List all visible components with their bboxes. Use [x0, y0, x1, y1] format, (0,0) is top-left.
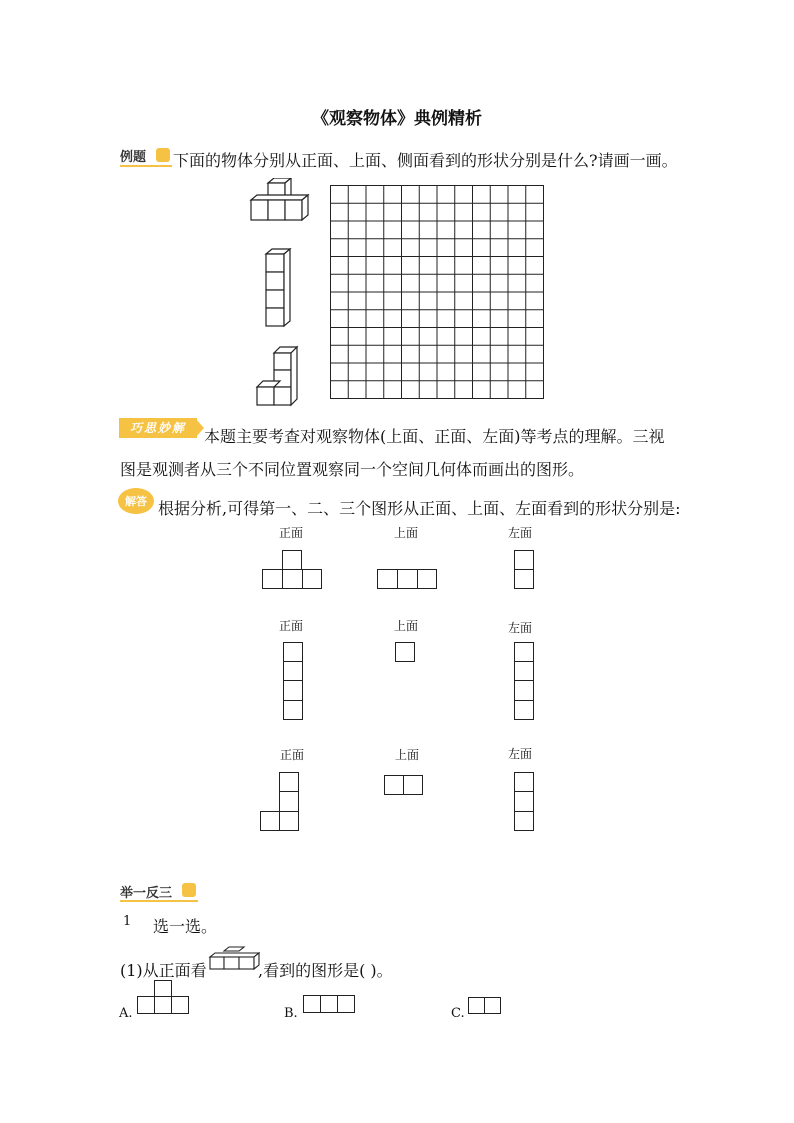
- row3-front-label: 正面: [280, 748, 305, 762]
- practice-tag: 举一反三: [120, 886, 173, 901]
- example-question: 下面的物体分别从正面、上面、侧面看到的形状分别是什么?请画一画。: [173, 151, 678, 170]
- sub-question-cubes: [208, 945, 260, 971]
- figure1-cubes: [248, 178, 312, 224]
- answer-text: 根据分析,可得第一、二、三个图形从正面、上面、左面看到的形状分别是:: [158, 499, 681, 518]
- option-b-label: B.: [284, 1006, 298, 1021]
- page-title: 《观察物体》典例精析: [312, 109, 482, 129]
- tip-tag: 巧思妙解: [119, 418, 197, 438]
- answer-tag: 解答: [125, 495, 147, 508]
- grid-lines: [330, 185, 544, 399]
- question-text: 选一选。: [153, 917, 218, 936]
- row1-top-label: 上面: [394, 526, 419, 540]
- tag-marker-icon: [156, 148, 170, 162]
- row3-top-label: 上面: [395, 748, 420, 762]
- row1-left-label: 左面: [508, 526, 533, 540]
- tip-line-2: 图是观测者从三个不同位置观察同一个空间几何体而画出的图形。: [120, 460, 585, 479]
- figure2-cubes: [264, 248, 294, 328]
- option-a-label: A.: [119, 1006, 133, 1021]
- drawing-grid[interactable]: [330, 185, 544, 399]
- tip-tag-block: [119, 418, 201, 438]
- tip-line-1: 本题主要考查对观察物体(上面、正面、左面)等考点的理解。三视: [204, 427, 665, 446]
- sub-question-suffix: ,看到的图形是( )。: [258, 961, 393, 980]
- example-tag-block: [120, 146, 172, 167]
- example-tag: 例题: [120, 150, 147, 165]
- question-number: 1: [123, 914, 132, 929]
- sub-question-prefix: (1)从正面看: [120, 961, 207, 980]
- figure3-cubes: [255, 345, 299, 407]
- row2-top-label: 上面: [394, 619, 419, 633]
- practice-tag-block: [120, 882, 198, 902]
- answer-tag-badge: [118, 488, 154, 514]
- row1-front-label: 正面: [279, 526, 304, 540]
- tag-marker-icon: [182, 883, 196, 897]
- row2-left-label: 左面: [508, 621, 533, 635]
- option-c-label: C.: [451, 1006, 465, 1021]
- row3-left-label: 左面: [508, 747, 533, 761]
- row2-front-label: 正面: [279, 619, 304, 633]
- tip-arrow-icon: [195, 418, 204, 438]
